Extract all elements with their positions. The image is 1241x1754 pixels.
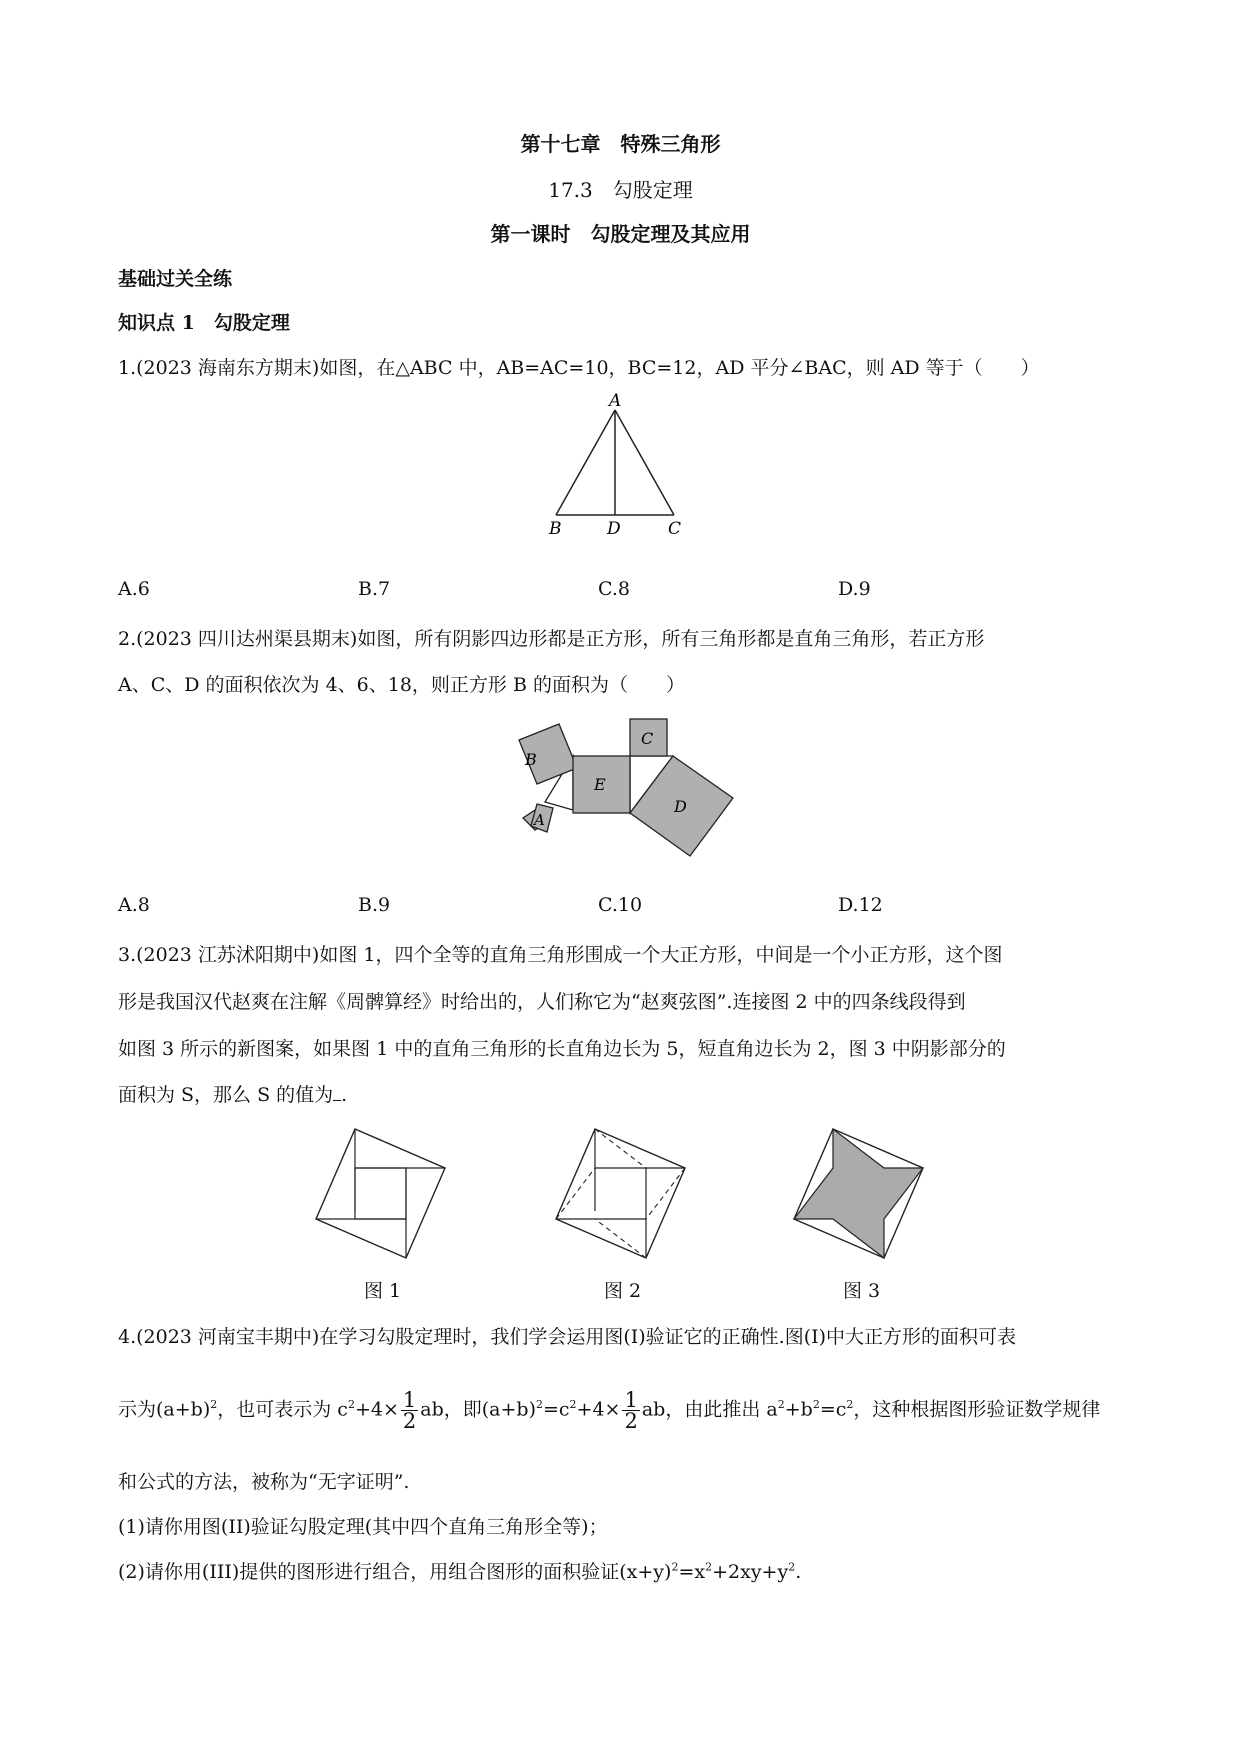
- q1-text: 1.(2023 海南东方期末)如图，在△ABC 中，AB=AC=10，BC=12，AD 平分∠BAC，则 AD 等于（ ）: [118, 357, 1040, 379]
- q4-l2-part-f: +4×: [576, 1398, 621, 1421]
- q4-fraction-1: [401, 1390, 418, 1431]
- q2-text-line2: A、C、D 的面积依次为 4、6、18，则正方形 B 的面积为（ ）: [118, 674, 685, 696]
- q1-option-d: D.9: [838, 578, 871, 600]
- q3-figure-1: [310, 1125, 450, 1265]
- q4-l5-part-b: =x: [678, 1561, 706, 1583]
- lesson-title: 第一课时 勾股定理及其应用: [490, 222, 751, 246]
- q3-text-line3: 如图 3 所示的新图案，如果图 1 中的直角三角形的长直角边长为 5，短直角边长为 2，图 3 中阴影部分的: [118, 1038, 1006, 1060]
- q1-label-a: A: [609, 391, 622, 411]
- q4-l2-part-c: +4×: [354, 1398, 399, 1421]
- q3-answer-blank: [333, 1086, 341, 1101]
- q1-triangle-figure: [540, 390, 710, 540]
- q4-l5-sup-3: 2: [788, 1560, 796, 1574]
- q4-l2-part-a: 示为(a+b): [118, 1398, 211, 1421]
- q4-l2-part-g: ab，由此推出 a: [641, 1398, 778, 1421]
- q2-squares-figure: [495, 710, 745, 870]
- q4-sup-1: 2: [210, 1398, 218, 1412]
- q4-sup-7: 2: [846, 1398, 854, 1412]
- q2-label-d: D: [674, 797, 687, 816]
- q4-l5-sup-1: 2: [671, 1560, 679, 1574]
- q4-text-line3: 和公式的方法，被称为“无字证明”.: [118, 1471, 410, 1493]
- chapter-title: 第十七章 特殊三角形: [520, 132, 721, 156]
- q4-fraction-1-num: 1: [402, 1388, 417, 1412]
- q3-text-line4-main: 面积为 S，那么 S 的值为: [118, 1084, 334, 1106]
- q1-option-b: B.7: [358, 578, 391, 600]
- q1-label-b: B: [549, 519, 562, 539]
- q1-option-a: A.6: [118, 578, 150, 600]
- q3-figure-2: [550, 1125, 690, 1265]
- q3-text-line4-end: .: [341, 1084, 348, 1106]
- q4-sup-5: 2: [777, 1398, 785, 1412]
- q4-sup-2: 2: [347, 1398, 355, 1412]
- q2-option-d: D.12: [838, 894, 883, 916]
- q1-label-c: C: [668, 519, 682, 539]
- q4-l2-part-j: ，这种根据图形验证数学规律: [853, 1398, 1101, 1421]
- q2-option-b: B.9: [358, 894, 391, 916]
- q4-text-line1: 4.(2023 河南宝丰期中)在学习勾股定理时，我们学会运用图(I)验证它的正确性.图(I)中大正方形的面积可表: [118, 1326, 1017, 1348]
- knowledge-point-1: 知识点 1 勾股定理: [118, 312, 290, 334]
- q3-caption-2: 图 2: [604, 1280, 642, 1302]
- q4-l5-sup-2: 2: [705, 1560, 713, 1574]
- q4-l2-part-i: =c: [819, 1398, 847, 1421]
- section-title: 17.3 勾股定理: [548, 178, 693, 202]
- q4-sup-3: 2: [535, 1398, 543, 1412]
- q3-figure-3: [788, 1125, 928, 1265]
- q4-sup-6: 2: [812, 1398, 820, 1412]
- q2-option-c: C.10: [598, 894, 643, 916]
- q4-text-line2: [118, 1390, 1100, 1431]
- q4-l2-part-e: =c: [542, 1398, 570, 1421]
- q4-fraction-2-num: 1: [624, 1388, 638, 1412]
- q2-option-a: A.8: [118, 894, 150, 916]
- q4-fraction-2-den: 2: [624, 1409, 638, 1433]
- q4-l2-part-h: +b: [784, 1398, 813, 1421]
- q3-text-line4: [118, 1080, 347, 1107]
- q3-caption-3: 图 3: [843, 1280, 881, 1302]
- q4-subq-2: [118, 1557, 801, 1584]
- q3-text-line1: 3.(2023 江苏沭阳期中)如图 1，四个全等的直角三角形围成一个大正方形，中间是一个小正方形，这个图: [118, 944, 1003, 966]
- q3-caption-1: 图 1: [364, 1280, 402, 1302]
- q4-fraction-2: [622, 1390, 639, 1431]
- q2-label-c: C: [641, 729, 654, 748]
- q4-l5-part-a: (2)请你用(III)提供的图形进行组合，用组合图形的面积验证(x+y): [118, 1561, 672, 1583]
- q1-label-d: D: [607, 519, 621, 539]
- q2-label-a: A: [534, 811, 545, 829]
- q4-l2-part-d: ab，即(a+b): [420, 1398, 536, 1421]
- q3-text-line2: 形是我国汉代赵爽在注解《周髀算经》时给出的，人们称它为“赵爽弦图”.连接图 2 中的四条线段得到: [118, 991, 966, 1013]
- q2-label-b: B: [525, 750, 537, 769]
- q4-subq-1: (1)请你用图(II)验证勾股定理(其中四个直角三角形全等)；: [118, 1516, 608, 1538]
- q4-sup-4: 2: [569, 1398, 577, 1412]
- section-basic: 基础过关全练: [118, 268, 233, 290]
- q4-fraction-1-den: 2: [402, 1409, 417, 1433]
- q2-label-e: E: [594, 775, 606, 794]
- q2-text-line1: 2.(2023 四川达州渠县期末)如图，所有阴影四边形都是正方形，所有三角形都是直角三角形，若正方形: [118, 628, 985, 650]
- q4-l5-part-c: +2xy+y: [712, 1561, 789, 1583]
- q4-l5-part-d: .: [795, 1561, 802, 1583]
- q4-l2-part-b: ，也可表示为 c: [217, 1398, 348, 1421]
- q1-option-c: C.8: [598, 578, 630, 600]
